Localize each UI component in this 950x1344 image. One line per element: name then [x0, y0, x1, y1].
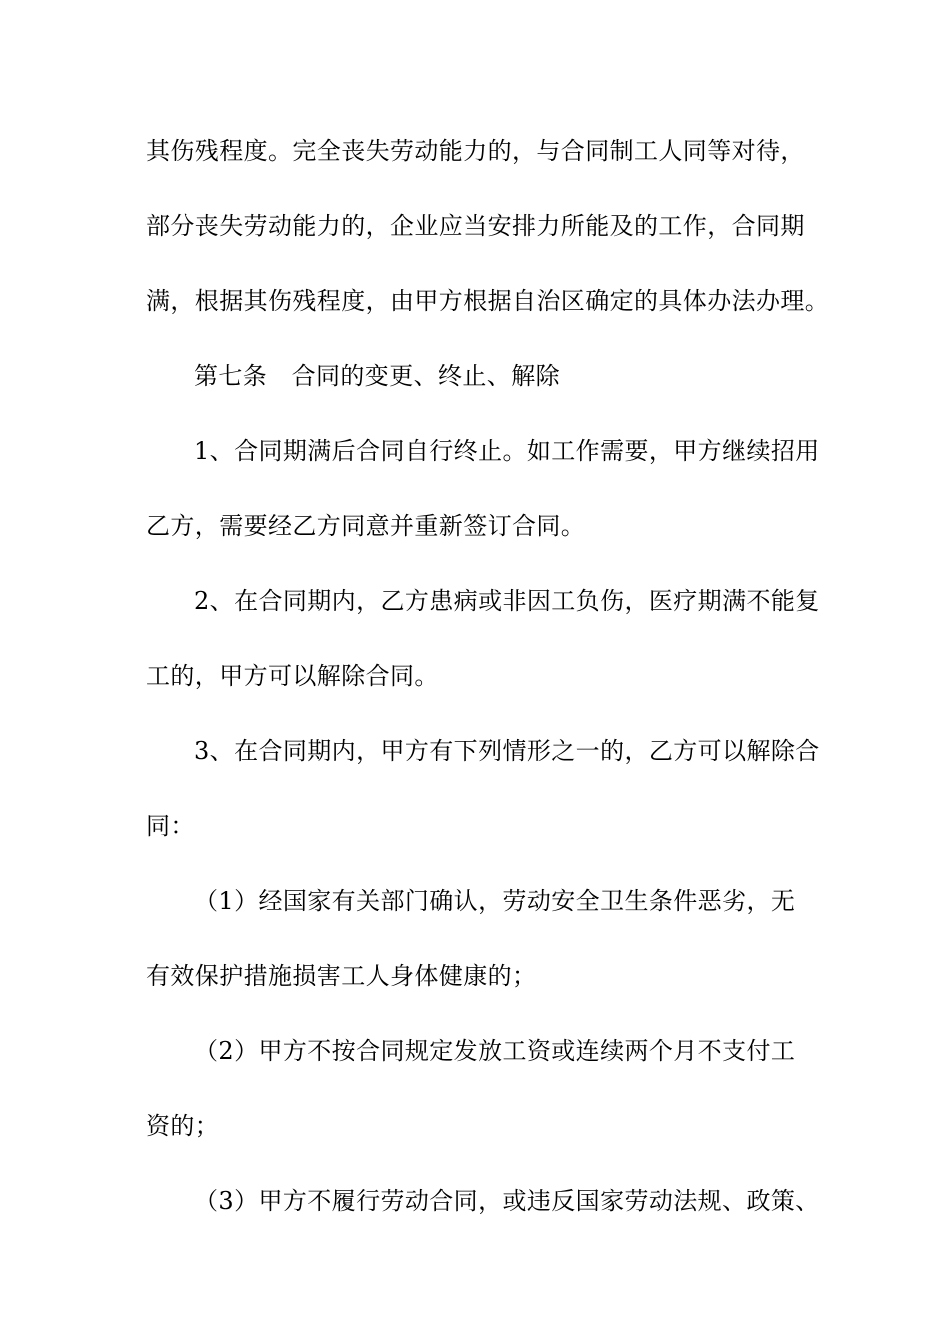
list-item-line: 有效保护措施损害工人身体健康的；	[146, 962, 537, 990]
paragraph-line: 其伤残程度。完全丧失劳动能力的，与合同制工人同等对待，	[146, 137, 805, 165]
paragraph-line: 工的，甲方可以解除合同。	[146, 662, 439, 690]
paragraph-line: 满，根据其伤残程度，由甲方根据自治区确定的具体办法办理。	[146, 287, 830, 315]
list-item-line: （2）甲方不按合同规定发放工资或连续两个月不支付工	[194, 1037, 796, 1065]
list-item-line: 资的；	[146, 1112, 220, 1140]
paragraph-line: 部分丧失劳动能力的，企业应当安排力所能及的工作，合同期	[146, 212, 805, 240]
article-heading: 第七条 合同的变更、终止、解除	[194, 362, 560, 390]
paragraph-line: 3、在合同期内，甲方有下列情形之一的，乙方可以解除合	[194, 737, 820, 765]
paragraph-line: 乙方，需要经乙方同意并重新签订合同。	[146, 512, 586, 540]
paragraph-line: 1、合同期满后合同自行终止。如工作需要，甲方继续招用	[194, 437, 820, 465]
paragraph-line: 同：	[146, 812, 195, 840]
paragraph-line: 2、在合同期内，乙方患病或非因工负伤，医疗期满不能复	[194, 587, 820, 615]
list-item-line: （1）经国家有关部门确认，劳动安全卫生条件恶劣，无	[194, 887, 796, 915]
list-item-line: （3）甲方不履行劳动合同，或违反国家劳动法规、政策、	[194, 1187, 820, 1215]
